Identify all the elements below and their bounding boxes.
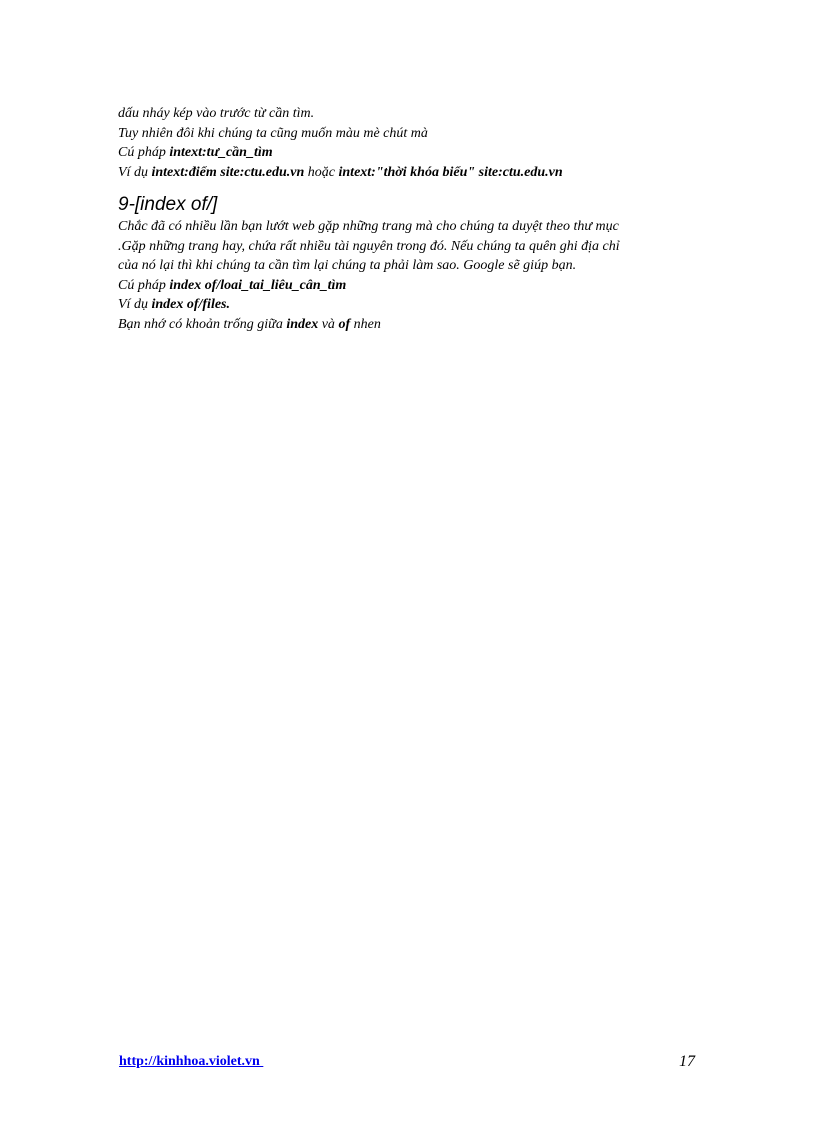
text-line xyxy=(118,124,708,144)
note-keyword: index xyxy=(286,316,319,332)
example-value: intext:điểm site:ctu.edu.vn xyxy=(151,164,305,180)
text-span: của nó lại thì khi chúng ta cần tìm lại chúng ta phải làm sao. Google sẽ giúp bạn. xyxy=(118,258,577,273)
body-text xyxy=(118,104,708,334)
note-keyword: of xyxy=(338,316,351,332)
syntax-value: intext:tư_cần_tìm xyxy=(169,145,273,160)
syntax-line xyxy=(118,143,708,163)
text-span: .Gặp những trang hay, chứa rất nhiều tài nguyên trong đó. Nếu chúng ta quên ghi địa chỉ xyxy=(118,238,620,254)
example-line xyxy=(118,295,708,315)
note-text: nhen xyxy=(350,316,381,332)
note-text: Bạn nhớ có khoản trống giữa xyxy=(118,316,287,332)
note-line xyxy=(118,315,708,335)
example-label: Ví dụ xyxy=(118,164,152,180)
text-span: Tuy nhiên đôi khi chúng ta cũng muốn màu mè chút mà xyxy=(118,125,428,141)
syntax-label: Cú pháp xyxy=(118,277,170,293)
example-value: index of/files. xyxy=(151,297,230,312)
example-label: Ví dụ xyxy=(118,297,152,312)
text-line xyxy=(118,237,708,257)
syntax-label: Cú pháp xyxy=(118,145,170,160)
footer-link[interactable]: http://kinhhoa.violet.vn xyxy=(119,1054,264,1069)
example-value: intext:"thời khóa biểu" site:ctu.edu.vn xyxy=(338,164,563,180)
note-text: và xyxy=(318,316,339,332)
text-line xyxy=(118,217,708,237)
syntax-value: index of/loai_tai_liêu_cân_tìm xyxy=(169,277,347,293)
syntax-line xyxy=(118,276,708,296)
text-line xyxy=(118,256,708,276)
example-line xyxy=(118,163,708,183)
text-span: dấu nháy kép vào trước từ cần tìm. xyxy=(118,106,315,121)
section-heading: 9-[index of/] xyxy=(118,194,218,215)
text-span: Chắc đã có nhiều lần bạn lướt web gặp những trang mà cho chúng ta duyệt theo thư mục xyxy=(118,219,619,234)
page-number: 17 xyxy=(679,1053,695,1070)
text-line xyxy=(118,104,708,124)
example-or: hoặc xyxy=(304,164,339,180)
